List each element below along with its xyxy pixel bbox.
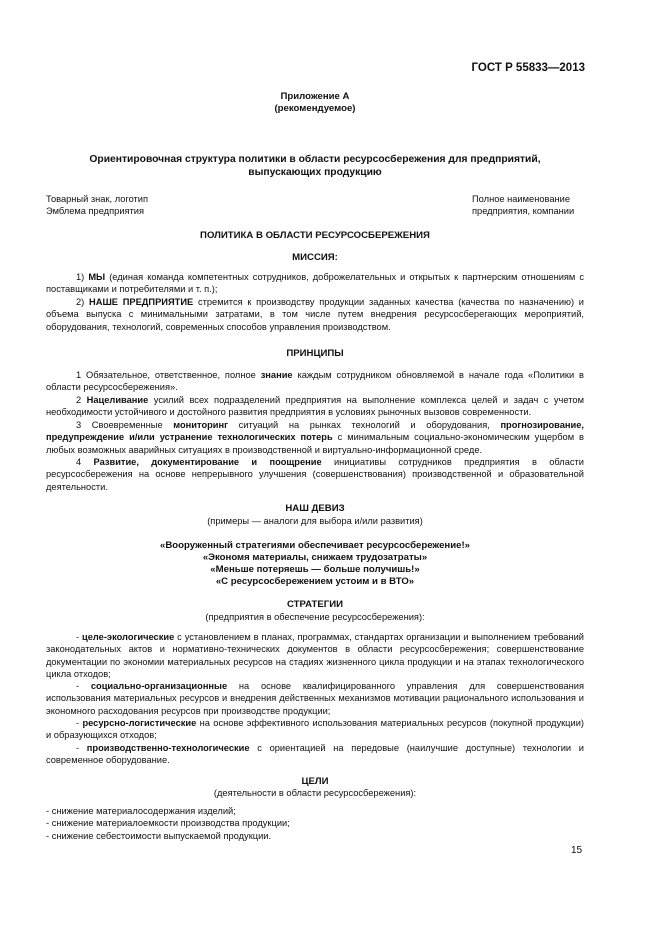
list-item: - снижение себестоимости выпускаемой продукции.	[46, 830, 272, 841]
left-block-line1: Товарный знак, логотип	[46, 194, 149, 204]
mission-item-2-num: 2)	[76, 297, 85, 307]
strategy-1-text: с установлением в планах, программах, стандартах организации и выполнением требований законодательных актов и нормативно-технических документов в области ресурсосбережения; совершенствование документации по экономии материальных ресурсов на стадиях жизненного цикла продукции и на этапах технологического цикла отходов;	[46, 632, 584, 679]
motto-line: «Вооруженный стратегиями обеспечивает ресурсосбережение!»	[160, 540, 470, 551]
page-number: 15	[571, 845, 583, 856]
strategies-subtitle: (предприятия в обеспечение ресурсосбережения):	[205, 612, 425, 622]
principle-3-bold-1: мониторинг	[173, 420, 229, 430]
principle-2-text-a: 2	[76, 395, 87, 405]
strategy-1-bold: целе-экологические	[82, 632, 175, 642]
principle-1-text-a: 1 Обязательное, ответственное, полное	[76, 370, 261, 380]
principle-4	[46, 456, 584, 493]
principle-3	[46, 419, 584, 456]
right-block-line1: Полное наименование	[472, 194, 570, 204]
strategy-4-text: с ориентацией на передовые (наилучшие доступные) технологии и современное оборудование.	[46, 743, 584, 766]
mission-item-1	[46, 271, 584, 296]
strategy-2: - социально-организационные на основе квалифицированного управления для совершенствования использования материальных ресурсов и внедрения действенных механизмов мотивации рационального использования и экономного расходования ресурсов при производстве продукции;	[46, 681, 584, 716]
mission-item-1-bold: МЫ	[88, 272, 106, 282]
principle-2-text-b: усилий всех подразделений предприятия на выполнение комплекса целей и задач с учетом необходимости устойчивого и достойного развития предприятия в условиях рыночных вызовов современности.	[46, 395, 584, 418]
goals-title: ЦЕЛИ	[301, 776, 329, 787]
strategy-1: - целе-экологические с установлением в планах, программах, стандартах организации и выполнением требований законодательных актов и нормативно-технических документов в области ресурсосбережения; совершенствование документации по экономии материальных ресурсов на стадиях жизненного цикла продукции и на этапах технологического цикла отходов;	[46, 632, 584, 679]
policy-title: ПОЛИТИКА В ОБЛАСТИ РЕСУРСОСБЕРЕЖЕНИЯ	[200, 230, 430, 241]
appendix-note: (рекомендуемое)	[274, 103, 356, 114]
principle-4-text-b: инициативы сотрудников предприятия в области ресурсосбережения на основе непрерывного улучшения (совершенствования) производственной и образовательной деятельности.	[46, 457, 584, 492]
strategies-title: СТРАТЕГИИ	[286, 599, 344, 610]
goals-list	[46, 805, 584, 842]
principle-1	[46, 369, 584, 394]
strategy-3: - ресурсно-логистические на основе эффективного использования материальных ресурсов (покупной продукции) и образующихся отходов;	[46, 718, 584, 741]
strategy-2-text: на основе квалифицированного управления для совершенствования использования материальных ресурсов и внедрения действенных механизмов мотивации рационального использования и экономного расходования ресурсов при производстве продукции;	[46, 681, 584, 716]
strategy-3-bold: ресурсно-логистические	[82, 718, 197, 728]
left-block-line2: Эмблема предприятия	[46, 206, 145, 216]
principle-1-text-b: каждым сотрудником обновляемой в начале года «Политики в области ресурсосбережения».	[46, 370, 584, 393]
strategy-3-text: на основе эффективного использования материальных ресурсов (покупной продукции) и образующихся отходов;	[46, 718, 584, 741]
motto-line: «Меньше потеряешь — больше получишь!»	[210, 564, 420, 575]
mission-item-2-text: стремится к производству продукции заданных качества (качества по назначению) и объема выпуска с минимальными затратами, в том числе путем внедрения ресурсосберегающих мероприятий, оборудования, технологий, современных способов управления производством.	[46, 297, 584, 332]
motto-subtitle: (примеры — аналоги для выбора и/или развития)	[207, 516, 423, 526]
mission-item-2	[46, 296, 584, 333]
doc-title-line1: Ориентировочная структура политики в области ресурсосбережения для предприятий,	[89, 154, 541, 165]
principle-4-bold: Развитие, документирование и поощрение	[93, 457, 322, 467]
principle-3-text-c: с минимальным социально-экономическим ущербом в любых возможных аварийных ситуациях в производственной и виртуально-информационной среде.	[46, 432, 584, 455]
appendix-title: Приложение А	[280, 91, 350, 102]
mission-item-1-text: (единая команда компетентных сотрудников, доброжелательных и открытых к партнерским отношениям с поставщиками и потребителями и т. п.);	[46, 272, 584, 295]
strategy-4-bold: производственно-технологические	[86, 743, 250, 753]
right-block-line2: предприятия, компании	[472, 206, 575, 216]
principle-1-bold: знание	[260, 370, 293, 380]
doc-title-line2: выпускающих продукцию	[248, 167, 382, 178]
goals-subtitle: (деятельности в области ресурсосбережения):	[213, 788, 417, 798]
goal-text: снижение материалосодержания изделий;	[51, 806, 236, 816]
motto-line: «С ресурсосбережением устоим и в ВТО»	[215, 576, 415, 587]
principle-3-text-b: ситуаций на рынках технологий и оборудования,	[228, 420, 501, 430]
mission-item-2-bold: НАШЕ ПРЕДПРИЯТИЕ	[89, 297, 194, 307]
principle-2	[46, 394, 584, 419]
principles-title: ПРИНЦИПЫ	[286, 348, 344, 359]
mission-item-1-num: 1)	[76, 272, 85, 282]
list-item: - снижение материалосодержания изделий;	[46, 806, 236, 816]
mission-title: МИССИЯ:	[292, 252, 338, 263]
goal-text: снижение материалоемкости производства продукции;	[51, 818, 290, 829]
standard-number: ГОСТ Р 55833—2013	[471, 62, 585, 74]
motto-line: «Экономя материалы, снижаем трудозатраты»	[202, 552, 428, 563]
goal-text: снижение себестоимости выпускаемой продукции.	[51, 830, 272, 841]
motto-title: НАШ ДЕВИЗ	[285, 503, 345, 514]
principle-4-text-a: 4	[76, 457, 94, 467]
principle-3-text-a: 3 Своевременные	[76, 420, 174, 430]
principle-3-bold-2: прогнозирование, предупреждение и/или устранение технологических потерь	[46, 420, 584, 443]
list-item: - снижение материалоемкости производства продукции;	[46, 818, 290, 829]
strategy-2-bold: социально-организационные	[90, 681, 228, 691]
strategy-4: - производственно-технологические с ориентацией на передовые (наилучшие доступные) технологии и современное оборудование.	[46, 743, 584, 766]
principle-2-bold: Нацеливание	[86, 395, 149, 405]
